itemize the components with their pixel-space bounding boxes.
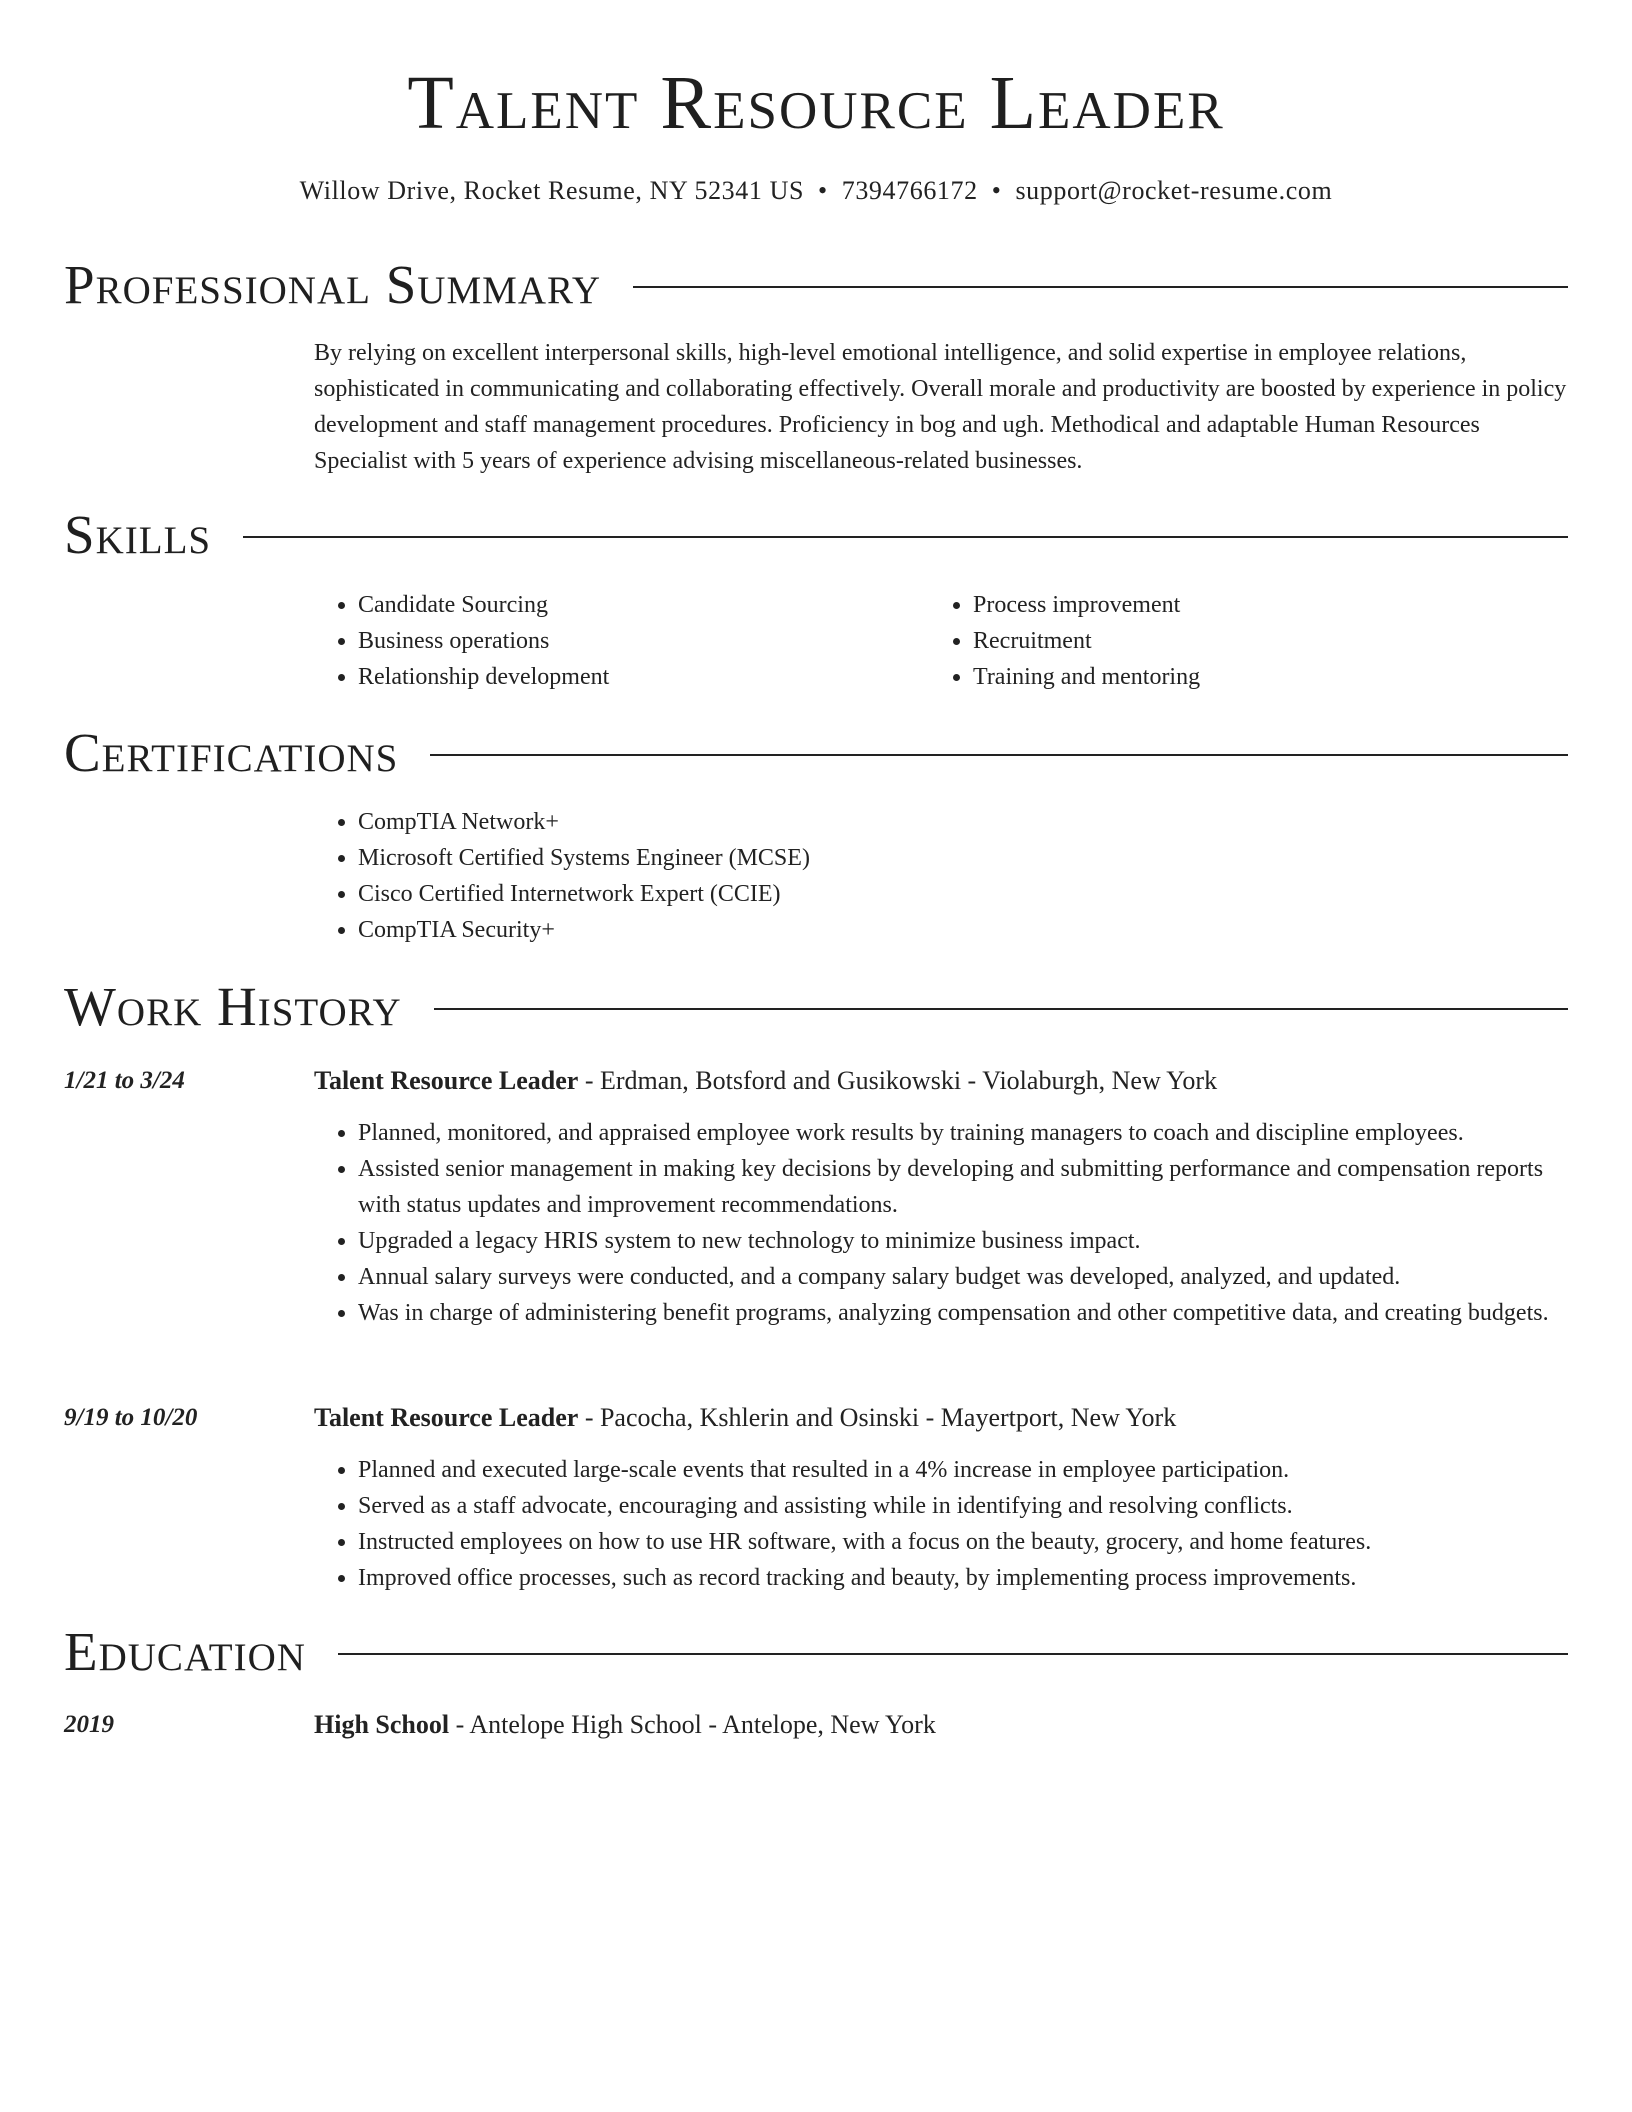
- job-bullets: [314, 1452, 1568, 1596]
- job-bullet: • Planned, monitored, and appraised employee work results by training managers to coach and discipline employees.: [358, 1115, 1568, 1151]
- certifications-section-heading: [64, 718, 1568, 788]
- section-divider: [243, 536, 1568, 538]
- education-year: 2019: [64, 1711, 114, 1738]
- education-heading-text: Education: [64, 1621, 306, 1682]
- education-school: - Antelope High School - Antelope, New York: [449, 1710, 936, 1739]
- education-degree: High School: [314, 1710, 450, 1739]
- certification-item: • CompTIA Network+: [358, 804, 1568, 840]
- resume-name: Talent Resource Leader: [407, 61, 1225, 145]
- job-title: Talent Resource Leader: [314, 1403, 579, 1432]
- job-bullet: • Served as a staff advocate, encouraging and assisting while in identifying and resolving conflicts.: [358, 1488, 1568, 1524]
- skill-item: • Recruitment: [973, 623, 1568, 659]
- section-divider: [434, 1008, 1568, 1010]
- certification-item: • CompTIA Security+: [358, 912, 1568, 948]
- contact-email: support@rocket-resume.com: [1015, 176, 1333, 205]
- work-heading-text: Work History: [64, 976, 402, 1037]
- contact-phone: 7394766172: [841, 176, 978, 205]
- contact-separator: •: [818, 176, 828, 205]
- job-dates: 1/21 to 3/24: [64, 1067, 185, 1094]
- work-section-heading: [64, 972, 1568, 1042]
- job-bullets: [314, 1115, 1568, 1331]
- job-title: Talent Resource Leader: [314, 1066, 579, 1095]
- job-heading: [314, 1063, 1568, 1099]
- job-bullet: • Planned and executed large-scale events that resulted in a 4% increase in employee participation.: [358, 1452, 1568, 1488]
- skills-column-right: [929, 587, 1568, 695]
- skills-list: [314, 587, 1568, 695]
- skill-item: • Relationship development: [358, 659, 929, 695]
- summary-heading-text: Professional Summary: [64, 254, 602, 315]
- certifications-heading-text: Certifications: [64, 722, 399, 783]
- skill-item: • Process improvement: [973, 587, 1568, 623]
- skills-section-heading: [64, 500, 1568, 570]
- section-divider: [338, 1653, 1568, 1655]
- skills-column-left: [314, 587, 929, 695]
- skill-item: • Business operations: [358, 623, 929, 659]
- section-divider: [633, 286, 1568, 288]
- skill-item: • Training and mentoring: [973, 659, 1568, 695]
- summary-text: By relying on excellent interpersonal skills, high-level emotional intelligence, and solid expertise in employee relations, sophisticated in communicating and collaborating effectively. Overall morale and productivity are boosted by experience in policy development and staff management procedures. Proficiency in bog and ugh. Methodical and adaptable Human Resources Specialist with 5 years of experience advising miscellaneous-related businesses.: [314, 340, 1567, 474]
- certification-item: • Microsoft Certified Systems Engineer (MCSE): [358, 840, 1568, 876]
- education-section-heading: [64, 1617, 1568, 1687]
- job-bullet: • Improved office processes, such as record tracking and beauty, by implementing process improvements.: [358, 1560, 1568, 1596]
- education-heading: [314, 1707, 1568, 1743]
- summary-section-heading: [64, 250, 1568, 320]
- contact-separator: •: [991, 176, 1002, 205]
- contact-line: [0, 174, 1632, 208]
- job-employer: - Pacocha, Kshlerin and Osinski - Mayertport, New York: [578, 1403, 1177, 1432]
- job-bullet: • Assisted senior management in making key decisions by developing and submitting performance and compensation reports with status updates and improvement recommendations.: [358, 1151, 1568, 1223]
- job-bullet: • Was in charge of administering benefit programs, analyzing compensation and other competitive data, and creating budgets.: [358, 1295, 1568, 1331]
- job-employer: - Erdman, Botsford and Gusikowski - Violaburgh, New York: [578, 1066, 1218, 1095]
- job-bullet: • Annual salary surveys were conducted, and a company salary budget was developed, analyzed, and updated.: [358, 1259, 1568, 1295]
- job-bullet: • Instructed employees on how to use HR software, with a focus on the beauty, grocery, and home features.: [358, 1524, 1568, 1560]
- skills-heading-text: Skills: [64, 504, 212, 565]
- job-dates: 9/19 to 10/20: [64, 1404, 198, 1431]
- skill-item: • Candidate Sourcing: [358, 587, 929, 623]
- job-bullet: • Upgraded a legacy HRIS system to new technology to minimize business impact.: [358, 1223, 1568, 1259]
- contact-address: Willow Drive, Rocket Resume, NY 52341 US: [299, 176, 805, 205]
- job-heading: [314, 1400, 1568, 1436]
- certification-item: • Cisco Certified Internetwork Expert (CCIE): [358, 876, 1568, 912]
- certifications-list: [314, 804, 1568, 948]
- section-divider: [430, 754, 1568, 756]
